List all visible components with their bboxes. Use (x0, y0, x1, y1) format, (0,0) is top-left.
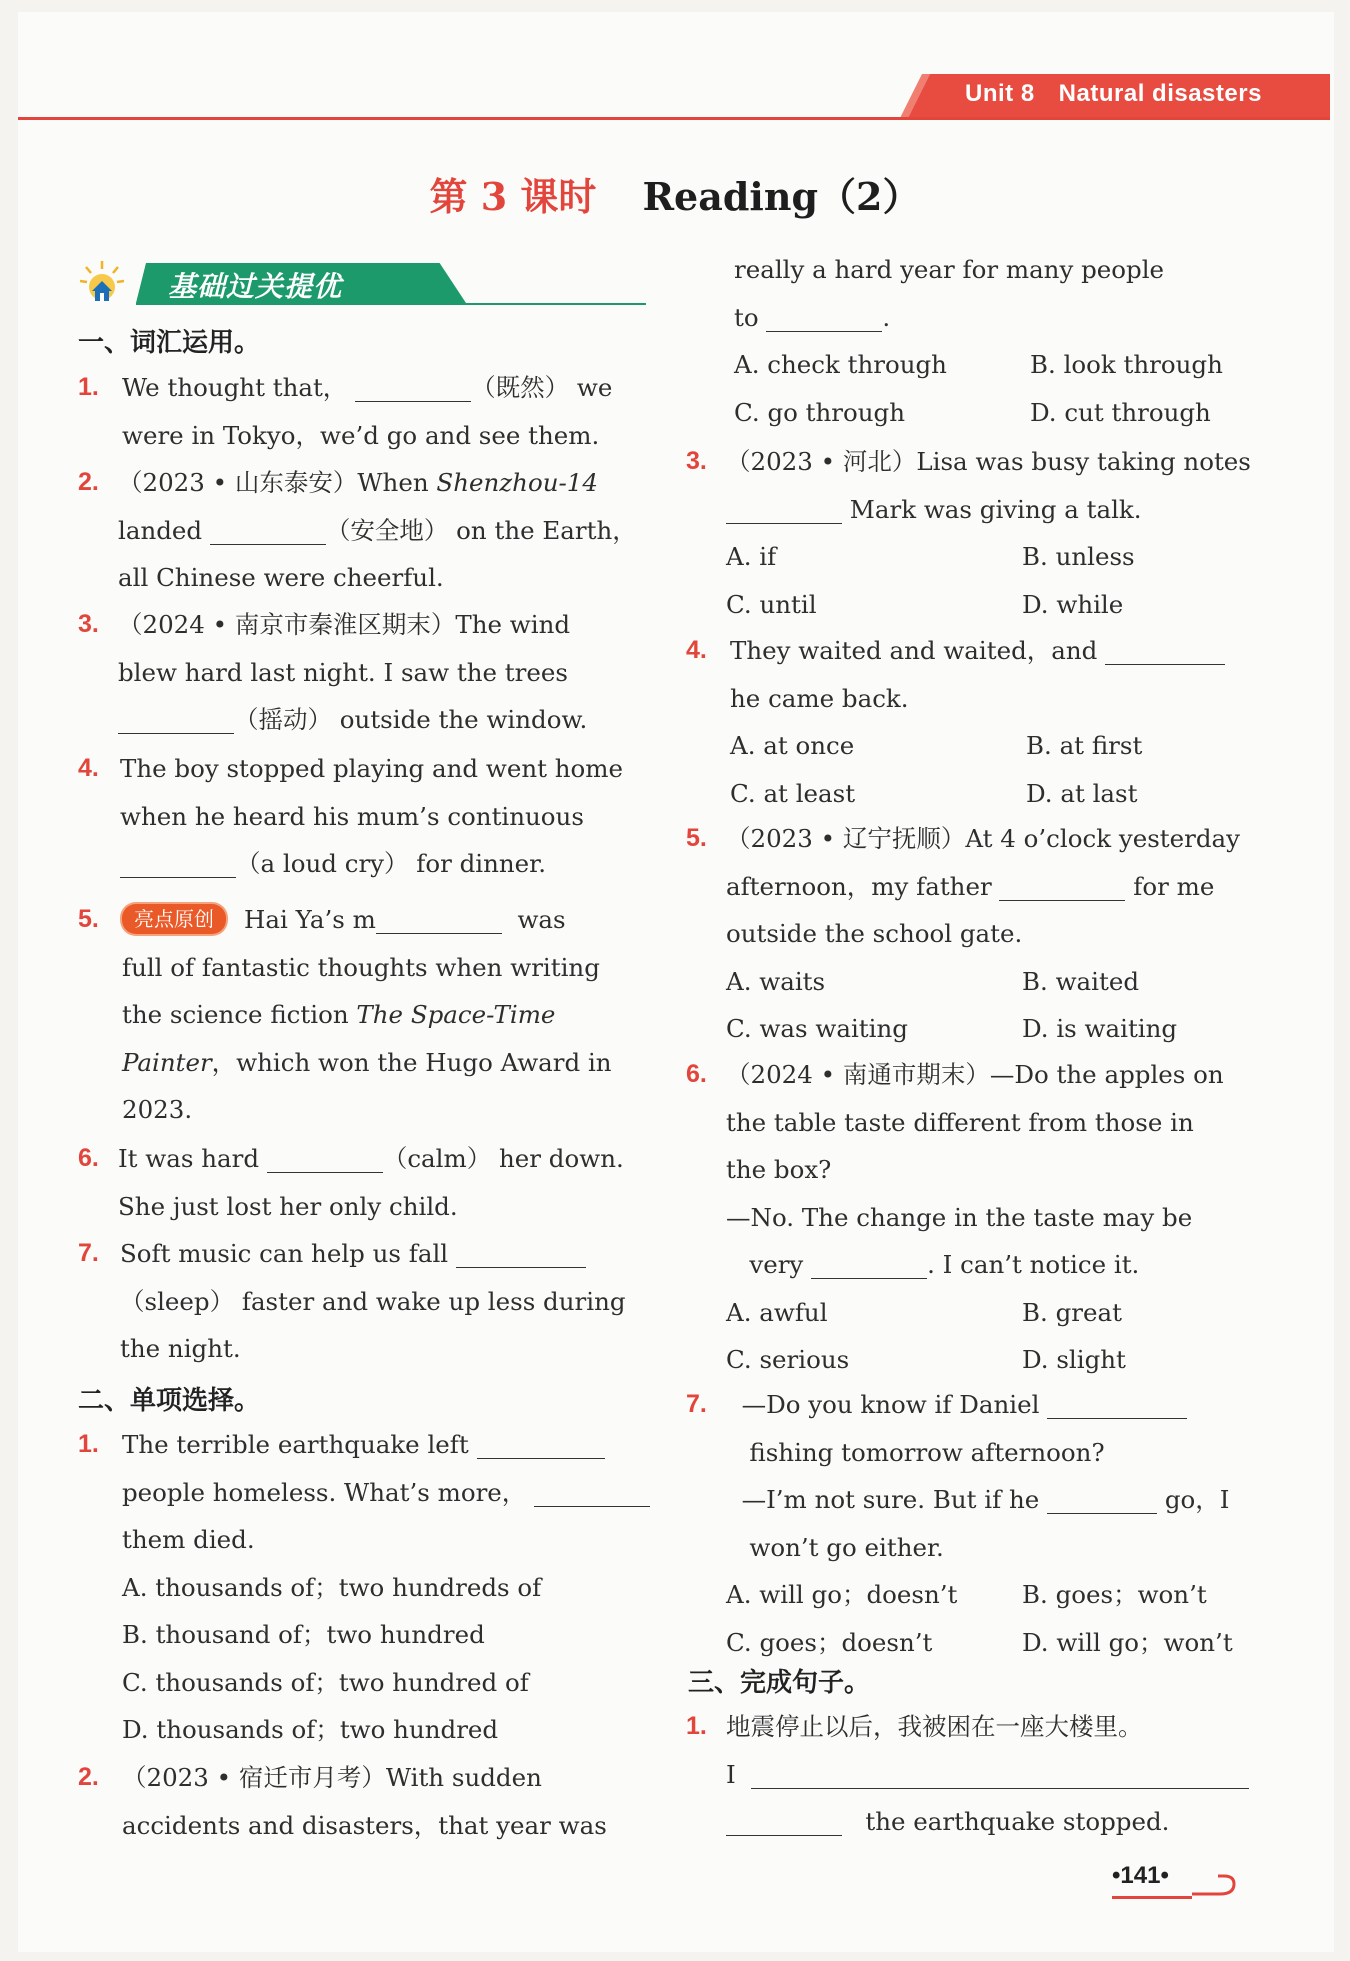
text: I (726, 1759, 736, 1789)
text: go，I (1164, 1485, 1230, 1514)
question-number: 1. (686, 1712, 707, 1740)
text: m (352, 905, 376, 934)
option-b[interactable]: B. unless (1022, 542, 1135, 571)
text: people homeless. What’s more， (122, 1477, 527, 1507)
text: She just lost her only child. (118, 1191, 458, 1221)
answer-blank[interactable] (1047, 1483, 1157, 1514)
question-number: 3. (686, 447, 707, 475)
choice-question-2 (122, 1754, 646, 1849)
lesson-name: Reading（2） (642, 174, 921, 219)
text: all Chinese were cheerful. (118, 563, 444, 592)
option-a[interactable]: A. if (726, 542, 777, 571)
text: 地震停止以后，我被困在一座大楼里。 (726, 1712, 1143, 1741)
answer-blank[interactable] (811, 1248, 927, 1279)
option-a[interactable]: A. waits (726, 966, 826, 996)
option-c[interactable]: C. goes；doesn’t (726, 1627, 933, 1657)
text: the night. (120, 1334, 241, 1363)
question-number: 3. (78, 610, 99, 638)
section-banner (78, 255, 648, 307)
text: （摇动） outside the window. (234, 705, 588, 734)
text: outside the school gate. (726, 919, 1023, 948)
answer-blank[interactable] (477, 1428, 605, 1459)
vocab-question-5 (122, 896, 646, 1134)
answer-blank[interactable] (766, 301, 882, 332)
option-c[interactable]: C. at least (730, 778, 856, 808)
answer-blank[interactable] (118, 703, 234, 734)
option-b[interactable]: B. look through (1030, 350, 1223, 379)
option-b[interactable]: B. thousand of；two hundred (122, 1620, 485, 1649)
question-number: 2. (78, 468, 99, 496)
text-italic: Shenzhou-14 (436, 468, 598, 497)
option-row (726, 1005, 1260, 1053)
vocab-question-4 (120, 745, 644, 888)
question-number: 7. (78, 1239, 99, 1267)
page-title (0, 166, 1350, 221)
answer-blank[interactable] (1047, 1388, 1187, 1419)
question-number: 6. (686, 1060, 707, 1088)
text: （a loud cry） for dinner. (236, 849, 546, 878)
text: he came back. (730, 683, 909, 713)
text: the earthquake stopped. (865, 1807, 1170, 1836)
text: （2023 • 山东泰安）When (118, 468, 429, 497)
option-row (730, 722, 1260, 770)
option-d[interactable]: D. while (1022, 589, 1124, 619)
original-badge: 亮点原创 (122, 904, 226, 934)
text: afternoon，my father (726, 871, 992, 901)
answer-blank[interactable] (726, 493, 842, 524)
vocab-question-3 (118, 601, 642, 744)
question-number: 5. (78, 905, 99, 933)
text: （2023 • 河北）Lisa was busy taking notes (726, 447, 1251, 476)
banner-underline (136, 303, 646, 305)
text: （sleep） faster and wake up less during (120, 1286, 626, 1316)
option-row (726, 1289, 1260, 1337)
option-c[interactable]: C. go through (734, 397, 905, 427)
text: very (749, 1250, 804, 1279)
answer-blank[interactable] (376, 903, 502, 934)
option-d[interactable]: D. thousands of；two hundred (122, 1715, 499, 1744)
option-row (726, 1619, 1260, 1667)
text: 2023. (122, 1095, 193, 1124)
option-b[interactable]: B. great (1022, 1297, 1122, 1327)
text: accidents and disasters，that year was (122, 1810, 607, 1840)
option-b[interactable]: B. waited (1022, 966, 1140, 996)
choice-question-7 (726, 1381, 1260, 1666)
choice-question-4 (730, 627, 1260, 817)
text: the table taste different from those in (726, 1107, 1194, 1137)
text-italic: The Space-Time (356, 1000, 556, 1029)
text: The boy stopped playing and went home (120, 754, 624, 783)
text: （2024 • 南通市期末）—Do the apples on (726, 1060, 1224, 1089)
answer-blank[interactable] (210, 514, 326, 545)
text: was (517, 905, 566, 934)
section-heading-choice: 二、单项选择。 (78, 1386, 261, 1416)
option-a[interactable]: A. check through (734, 350, 947, 379)
question-number: 7. (686, 1390, 707, 1418)
text: really a hard year for many people (734, 255, 1165, 284)
question-number: 1. (78, 373, 99, 401)
option-row (734, 389, 1254, 437)
choice-question-1 (122, 1421, 646, 1754)
option-row (726, 1571, 1260, 1619)
option-d[interactable]: D. slight (1022, 1345, 1126, 1374)
banner-label: 基础过关提优 (168, 270, 343, 303)
house-sun-icon (78, 259, 126, 307)
question-number: 5. (686, 824, 707, 852)
option-a[interactable]: A. thousands of；two hundreds of (122, 1572, 542, 1602)
option-row (726, 1336, 1260, 1384)
option-c[interactable]: C. until (726, 589, 817, 619)
answer-blank[interactable] (999, 870, 1125, 901)
text: （2023 • 辽宁抚顺）At 4 o’clock yesterday (726, 824, 1240, 853)
complete-question-1 (726, 1703, 1260, 1846)
answer-blank[interactable] (120, 847, 236, 878)
text: . I can’t notice it. (927, 1250, 1140, 1279)
choice-question-2-continued (734, 246, 1254, 436)
option-row (726, 958, 1260, 1006)
text: Soft music can help us fall (120, 1239, 449, 1268)
text: full of fantastic thoughts when writing (122, 952, 600, 982)
option-d[interactable]: D. is waiting (1022, 1014, 1178, 1043)
text: were in Tokyo，we’d go and see them. (122, 420, 600, 450)
option-d[interactable]: D. cut through (1030, 397, 1211, 427)
vocab-question-7 (120, 1230, 644, 1373)
text: the science fiction (122, 1000, 349, 1029)
choice-question-6 (726, 1051, 1260, 1384)
text: The terrible earthquake left (122, 1430, 469, 1459)
header-rule (18, 117, 1330, 120)
text: when he heard his mum’s continuous (120, 801, 584, 831)
page-number: •141• (1112, 1862, 1169, 1889)
text: We thought that， (122, 373, 348, 402)
text: —No. The change in the taste may be (726, 1202, 1193, 1232)
answer-blank[interactable] (267, 1142, 383, 1173)
option-c[interactable]: C. serious (726, 1345, 850, 1374)
text: fishing tomorrow afternoon? (749, 1437, 1105, 1467)
option-row (726, 533, 1256, 581)
option-row (734, 341, 1254, 389)
text: . (882, 302, 891, 332)
unit-number: Unit 8 (965, 80, 1035, 107)
option-d[interactable]: D. will go；won’t (1022, 1627, 1233, 1657)
text: —Do you know if Daniel (741, 1390, 1040, 1419)
text: （calm） her down. (382, 1144, 624, 1173)
text: （安全地） on the Earth， (325, 515, 637, 545)
option-row (730, 770, 1260, 818)
text: landed (118, 515, 203, 545)
question-number: 6. (78, 1144, 99, 1172)
lesson-number: 第 3 课时 (429, 174, 597, 219)
option-a[interactable]: A. at once (730, 731, 855, 760)
text: （2024 • 南京市秦淮区期末）The wind (118, 610, 571, 639)
option-a[interactable]: A. will go；doesn’t (726, 1580, 958, 1609)
text-italic: Painter (122, 1047, 212, 1077)
question-number: 4. (686, 636, 707, 664)
text: them died. (122, 1525, 255, 1554)
choice-question-5 (726, 815, 1260, 1053)
text: —I’m not sure. But if he (741, 1485, 1040, 1514)
option-b[interactable]: B. at first (1026, 731, 1143, 760)
answer-blank[interactable] (534, 1476, 650, 1507)
vocab-question-6 (118, 1135, 642, 1230)
unit-topic: Natural disasters (1058, 80, 1262, 107)
option-c[interactable]: C. thousands of；two hundred of (122, 1667, 529, 1697)
text: for me (1133, 871, 1215, 901)
question-number: 1. (78, 1430, 99, 1458)
answer-blank[interactable] (456, 1237, 586, 1268)
question-number: 2. (78, 1763, 99, 1791)
text: to (734, 302, 759, 332)
text: blew hard last night. I saw the trees (118, 657, 568, 687)
answer-blank[interactable] (1105, 634, 1225, 665)
vocab-question-2 (118, 459, 642, 602)
answer-blank[interactable] (726, 1805, 842, 1836)
return-arrow-icon (1190, 1870, 1238, 1896)
option-row (726, 581, 1256, 629)
option-d[interactable]: D. at last (1026, 778, 1138, 808)
section-heading-vocab: 一、词汇运用。 (78, 328, 261, 358)
choice-question-3 (726, 438, 1256, 628)
option-a[interactable]: A. awful (726, 1297, 828, 1327)
question-number: 4. (78, 754, 99, 782)
text: Mark was giving a talk. (849, 494, 1142, 524)
text: the box? (726, 1155, 832, 1184)
vocab-question-1 (122, 364, 642, 459)
section-heading-complete: 三、完成句子。 (688, 1668, 871, 1698)
text: （2023 • 宿迁市月考）With sudden (122, 1763, 542, 1792)
text: won’t go either. (749, 1532, 944, 1562)
option-c[interactable]: C. was waiting (726, 1014, 908, 1043)
header-unit-label (965, 80, 1286, 108)
answer-blank[interactable] (355, 371, 471, 402)
option-b[interactable]: B. goes；won’t (1022, 1580, 1207, 1609)
answer-blank[interactable] (751, 1758, 1249, 1789)
text: ，which won the Hugo Award in (211, 1047, 612, 1077)
text: （既然） we (471, 373, 613, 402)
text: They waited and waited，and (730, 636, 1098, 665)
text: Hai Ya’s (244, 905, 345, 934)
text: It was hard (118, 1144, 260, 1173)
page-number-underline (1112, 1896, 1192, 1899)
